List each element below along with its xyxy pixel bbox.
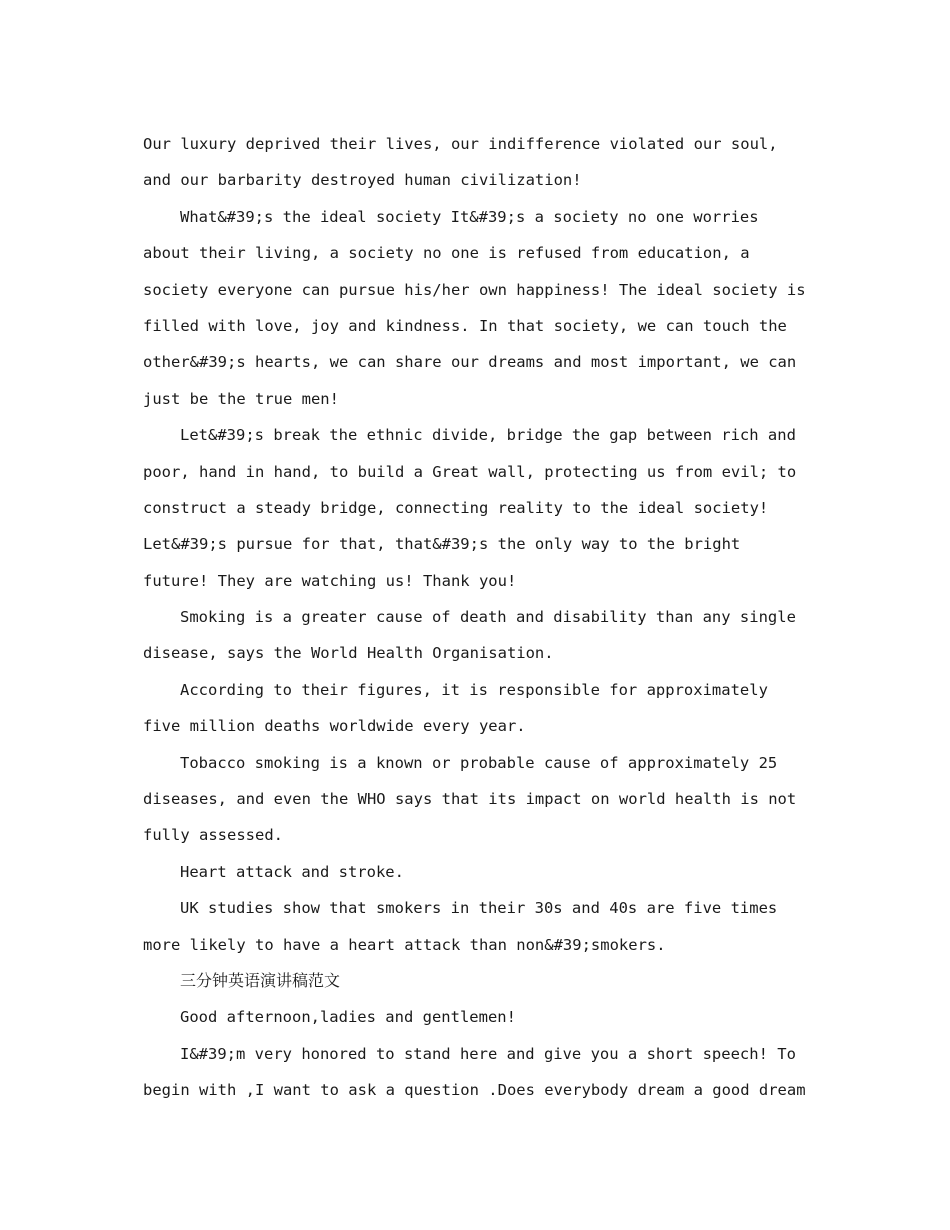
text-line: other&#39;s hearts, we can share our dreams and most important, we can bbox=[143, 353, 797, 372]
text-line: five million deaths worldwide every year. bbox=[143, 717, 526, 736]
text-line: disease, says the World Health Organisation. bbox=[143, 644, 554, 663]
text-line: about their living, a society no one is refused from education, a bbox=[143, 244, 750, 263]
text-line: diseases, and even the WHO says that its impact on world health is not bbox=[143, 790, 797, 809]
paragraph-start-line: Good afternoon,ladies and gentlemen! bbox=[180, 1008, 516, 1027]
text-line: fully assessed. bbox=[143, 826, 283, 845]
paragraph-start-line: According to their figures, it is responsible for approximately bbox=[180, 680, 768, 699]
text-line: society everyone can pursue his/her own happiness! The ideal society is bbox=[143, 280, 806, 299]
text-line: begin with ,I want to ask a question .Does everybody dream a good dream bbox=[143, 1081, 806, 1100]
paragraph-start-line: Let&#39;s break the ethnic divide, bridge the gap between rich and bbox=[180, 426, 796, 445]
paragraph-start-line: What&#39;s the ideal society It&#39;s a society no one worries bbox=[180, 207, 759, 226]
text-line: Our luxury deprived their lives, our indifference violated our soul, bbox=[143, 135, 778, 153]
paragraph-start-line: Heart attack and stroke. bbox=[180, 862, 404, 881]
paragraph-start-line: UK studies show that smokers in their 30s and 40s are five times bbox=[180, 899, 778, 918]
text-line: filled with love, joy and kindness. In that society, we can touch the bbox=[143, 316, 787, 335]
paragraph-start-line: Smoking is a greater cause of death and disability than any single bbox=[180, 608, 796, 627]
paragraph-start-line: Tobacco smoking is a known or probable cause of approximately 25 bbox=[180, 753, 778, 772]
text-line: just be the true men! bbox=[143, 389, 339, 408]
text-line: and our barbarity destroyed human civilization! bbox=[143, 171, 582, 190]
document-body bbox=[143, 126, 811, 1109]
text-line: poor, hand in hand, to build a Great wall, protecting us from evil; to bbox=[143, 462, 797, 481]
text-line: construct a steady bridge, connecting reality to the ideal society! bbox=[143, 498, 769, 517]
text-line: Let&#39;s pursue for that, that&#39;s the only way to the bright bbox=[143, 535, 741, 554]
paragraph-start-line: I&#39;m very honored to stand here and give you a short speech! To bbox=[180, 1044, 796, 1063]
text-line: more likely to have a heart attack than non&#39;smokers. bbox=[143, 935, 666, 954]
section-heading: 三分钟英语演讲稿范文 bbox=[180, 970, 341, 990]
text-line: future! They are watching us! Thank you! bbox=[143, 571, 517, 590]
